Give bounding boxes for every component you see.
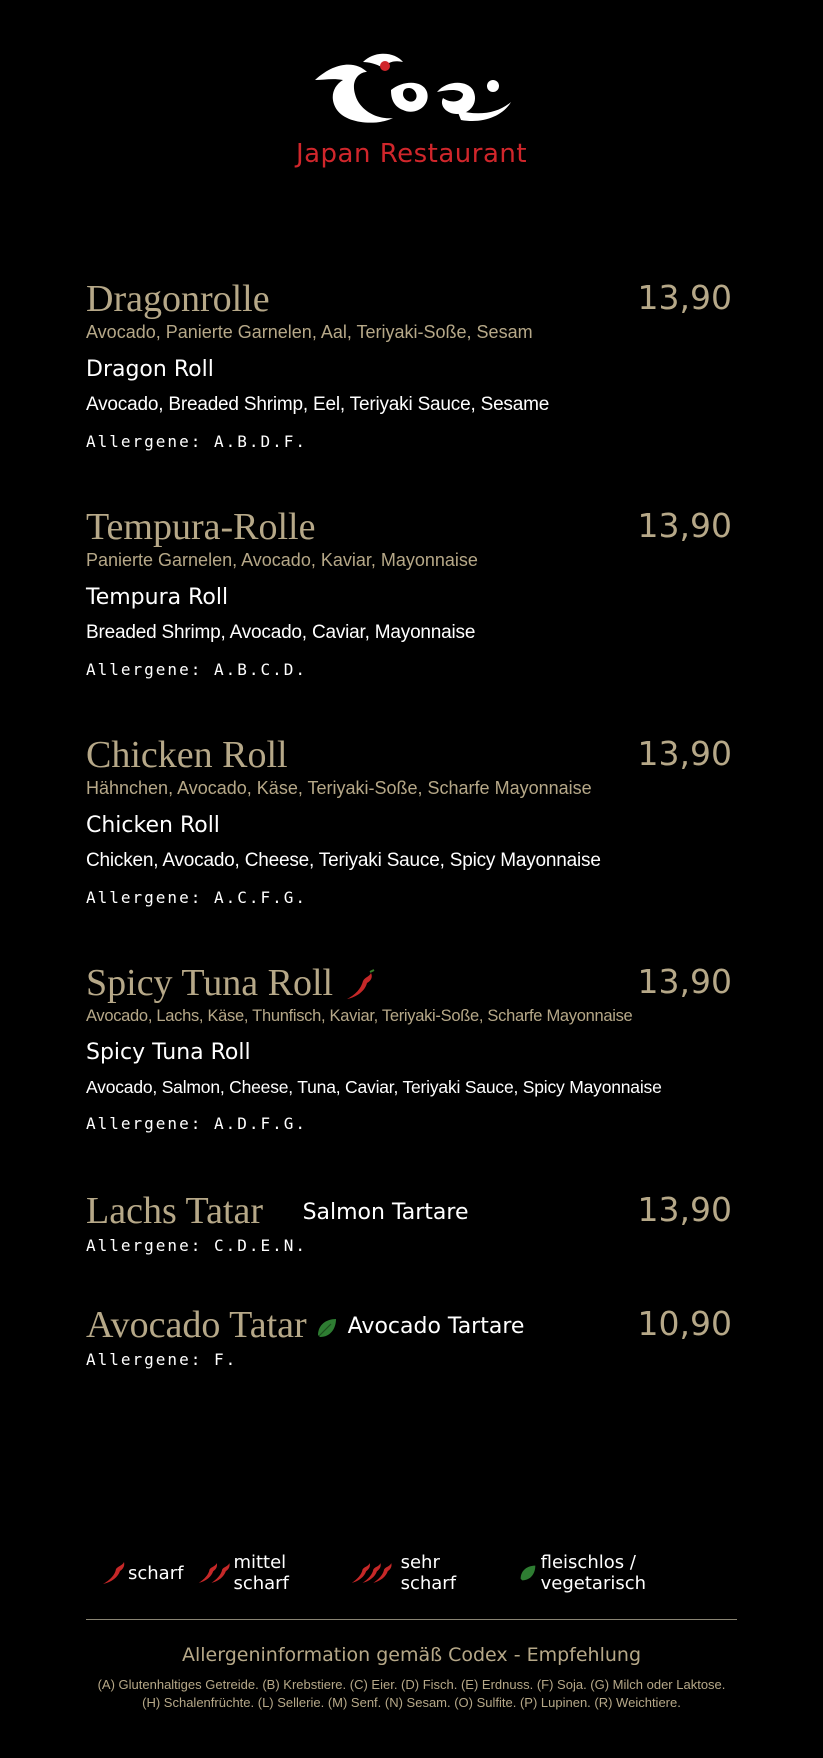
item-price: 10,90 — [637, 1304, 732, 1343]
chili-icon — [100, 1559, 128, 1587]
item-allergens: Allergene: A.B.C.D. — [86, 660, 308, 679]
allergy-info-title: Allergeninformation gemäß Codex - Empfehlung — [181, 1644, 642, 1666]
item-allergens: Allergene: A.C.F.G. — [86, 888, 308, 907]
item-title-en: Dragon Roll — [86, 357, 214, 382]
allergy-info-line: (A) Glutenhaltiges Getreide. (B) Krebstiere. (C) Eier. (D) Fisch. (E) Erdnuss. (F) Soja. (G) Milch oder Laktose. — [97, 1677, 726, 1692]
allergy-info-line: (H) Schalenfrüchte. (L) Sellerie. (M) Senf. (N) Sesam. (O) Sulfite. (P) Lupinen. (R) Weichtiere. — [142, 1695, 681, 1710]
legend-entry-scharf: scharf — [100, 1559, 183, 1587]
legend-entry-vegetarisch: fleischlos / vegetarisch — [519, 1552, 726, 1594]
chili-icon — [343, 969, 377, 1003]
item-price: 13,90 — [637, 1190, 732, 1229]
item-allergens: Allergene: A.B.D.F. — [86, 432, 308, 451]
item-allergens: Allergene: C.D.E.N. — [86, 1236, 308, 1255]
item-allergens: Allergene: F. — [86, 1350, 238, 1369]
item-description-en: Avocado, Salmon, Cheese, Tuna, Caviar, Teriyaki Sauce, Spicy Mayonnaise — [86, 1077, 662, 1098]
item-description-de: Avocado, Panierte Garnelen, Aal, Teriyaki-Soße, Sesam — [86, 322, 533, 342]
legend-entry-mittel-scharf: mittel scharf — [197, 1552, 335, 1594]
item-description-en: Breaded Shrimp, Avocado, Caviar, Mayonnaise — [86, 622, 476, 643]
item-description-de: Panierte Garnelen, Avocado, Kaviar, Mayonnaise — [86, 550, 478, 570]
leaf-icon — [519, 1563, 537, 1583]
legend-entry-sehr-scharf: sehr scharf — [350, 1552, 491, 1594]
menu-item — [86, 964, 732, 1133]
leaf-icon — [316, 1317, 338, 1339]
restaurant-subtitle: Japan Restaurant — [295, 139, 528, 169]
item-price: 13,90 — [637, 734, 732, 773]
triple-chili-icon — [350, 1559, 397, 1587]
item-title-en: Chicken Roll — [86, 813, 220, 838]
item-title-en: Salmon Tartare — [302, 1200, 469, 1225]
restaurant-logo — [0, 50, 823, 169]
koi-logo-icon — [307, 50, 517, 130]
legend — [100, 1552, 740, 1594]
menu-item — [86, 280, 732, 451]
item-description-en: Chicken, Avocado, Cheese, Teriyaki Sauce, Spicy Mayonnaise — [86, 850, 601, 871]
item-description-en: Avocado, Breaded Shrimp, Eel, Teriyaki Sauce, Sesame — [86, 394, 550, 415]
item-description-de: Avocado, Lachs, Käse, Thunfisch, Kaviar, Teriyaki-Soße, Scharfe Mayonnaise — [86, 1007, 633, 1026]
menu-item — [86, 736, 732, 907]
item-price: 13,90 — [637, 278, 732, 317]
menu-item — [86, 508, 732, 679]
allergy-info-text — [0, 1676, 823, 1712]
item-title-de: Dragonrolle — [86, 278, 270, 320]
item-title-en: Avocado Tartare — [347, 1314, 525, 1339]
item-title-de: Chicken Roll — [86, 734, 288, 776]
item-description-de: Hähnchen, Avocado, Käse, Teriyaki-Soße, Scharfe Mayonnaise — [86, 778, 592, 798]
item-title-de: Spicy Tuna Roll — [86, 962, 334, 1004]
menu-item — [86, 1306, 732, 1369]
menu-item — [86, 1192, 732, 1255]
item-title-de: Avocado Tatar — [86, 1304, 307, 1346]
item-title-de: Lachs Tatar — [86, 1190, 264, 1232]
item-title-de: Tempura-Rolle — [86, 506, 316, 548]
item-title-en: Spicy Tuna Roll — [86, 1040, 251, 1066]
item-price: 13,90 — [637, 506, 732, 545]
divider — [86, 1619, 737, 1620]
double-chili-icon — [197, 1559, 233, 1587]
item-title-en: Tempura Roll — [86, 585, 229, 610]
item-allergens: Allergene: A.D.F.G. — [86, 1114, 308, 1134]
item-price: 13,90 — [637, 962, 732, 1001]
